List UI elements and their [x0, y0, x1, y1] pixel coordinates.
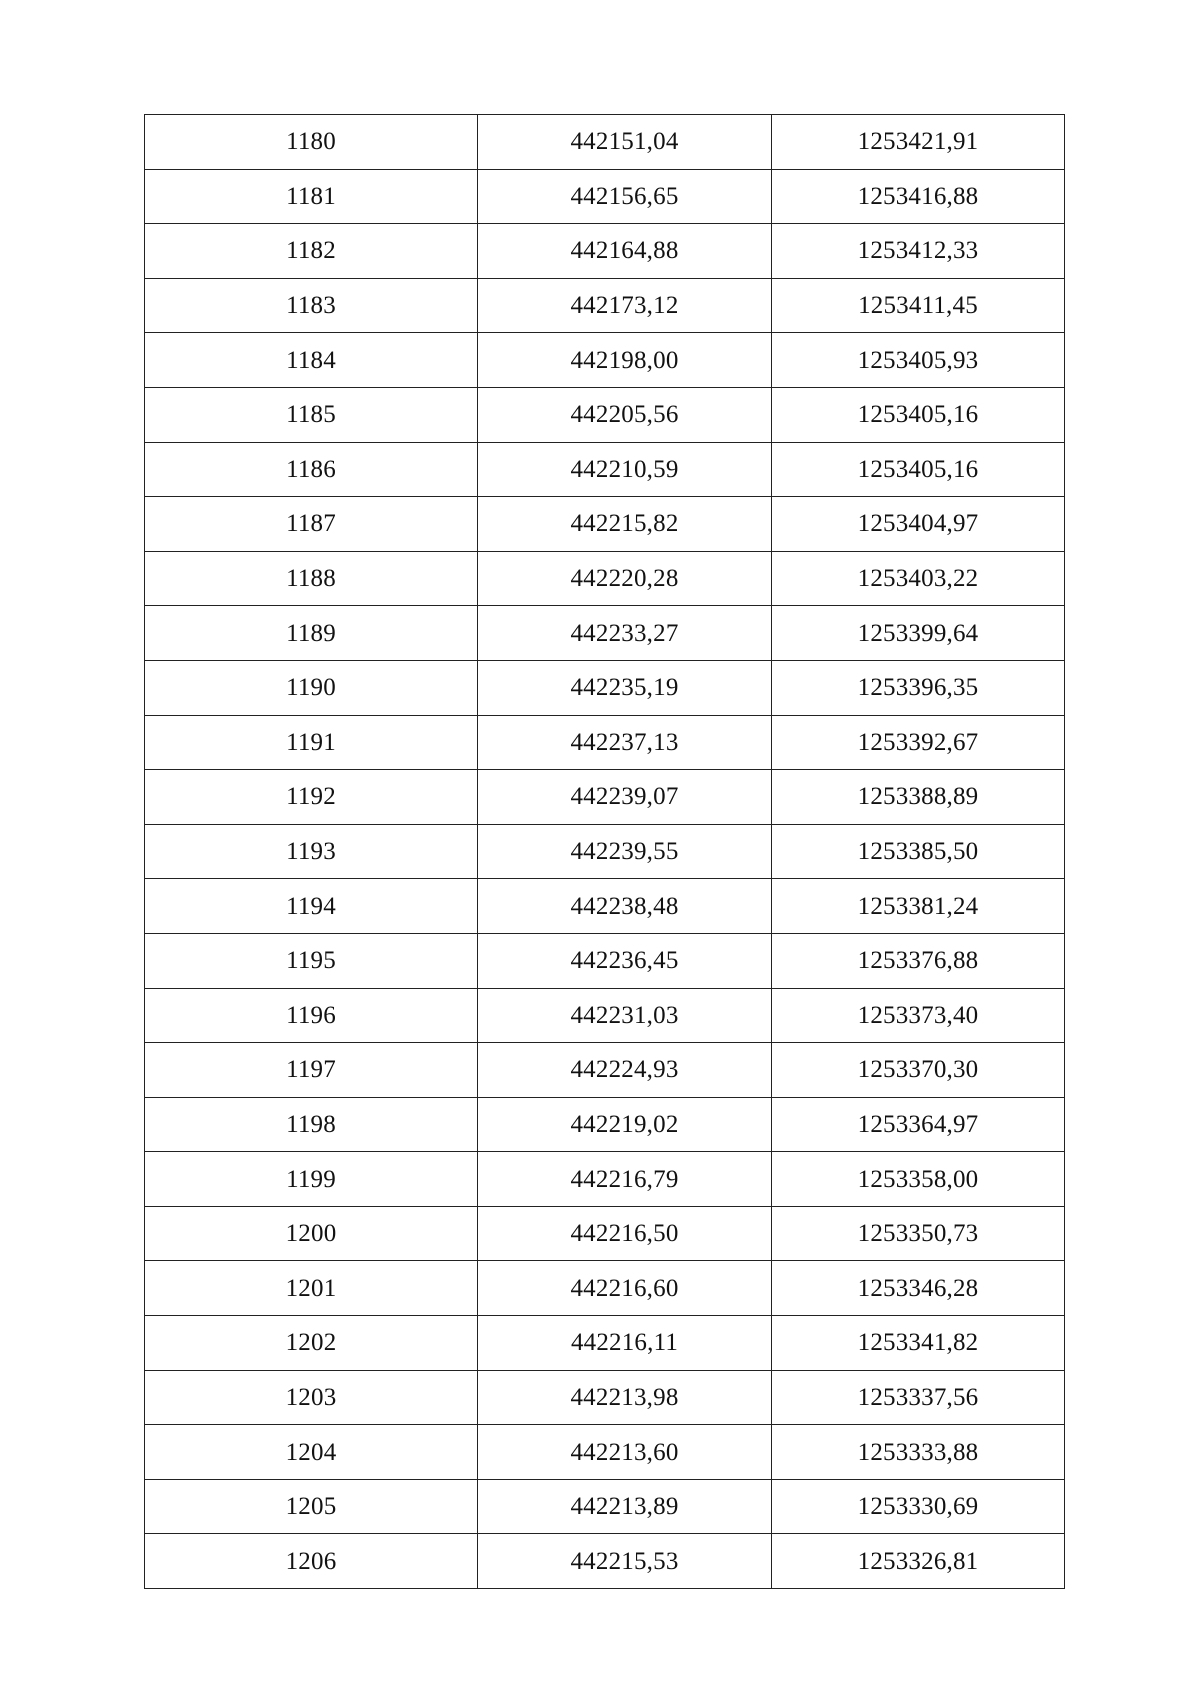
- x-coordinate-cell: 442213,89: [478, 1479, 772, 1534]
- point-number-cell: 1180: [145, 115, 478, 170]
- x-coordinate-cell: 442219,02: [478, 1097, 772, 1152]
- point-number-cell: 1190: [145, 660, 478, 715]
- point-number-cell: 1205: [145, 1479, 478, 1534]
- point-number-cell: 1201: [145, 1261, 478, 1316]
- table-row: [145, 715, 1065, 770]
- x-coordinate-cell: 442233,27: [478, 606, 772, 661]
- y-coordinate-cell: 1253330,69: [772, 1479, 1065, 1534]
- x-coordinate-cell: 442238,48: [478, 879, 772, 934]
- x-coordinate-cell: 442213,60: [478, 1425, 772, 1480]
- y-coordinate-cell: 1253341,82: [772, 1316, 1065, 1371]
- x-coordinate-cell: 442231,03: [478, 988, 772, 1043]
- point-number-cell: 1195: [145, 933, 478, 988]
- x-coordinate-cell: 442210,59: [478, 442, 772, 497]
- table-row: [145, 1043, 1065, 1098]
- y-coordinate-cell: 1253399,64: [772, 606, 1065, 661]
- x-coordinate-cell: 442235,19: [478, 660, 772, 715]
- x-coordinate-cell: 442216,60: [478, 1261, 772, 1316]
- y-coordinate-cell: 1253396,35: [772, 660, 1065, 715]
- table-row: [145, 933, 1065, 988]
- point-number-cell: 1183: [145, 278, 478, 333]
- x-coordinate-cell: 442237,13: [478, 715, 772, 770]
- table-row: [145, 115, 1065, 170]
- x-coordinate-cell: 442205,56: [478, 387, 772, 442]
- point-number-cell: 1199: [145, 1152, 478, 1207]
- table-row: [145, 387, 1065, 442]
- x-coordinate-cell: 442216,50: [478, 1206, 772, 1261]
- table-row: [145, 1479, 1065, 1534]
- table-row: [145, 606, 1065, 661]
- table-row: [145, 1206, 1065, 1261]
- x-coordinate-cell: 442198,00: [478, 333, 772, 388]
- y-coordinate-cell: 1253412,33: [772, 224, 1065, 279]
- y-coordinate-cell: 1253333,88: [772, 1425, 1065, 1480]
- y-coordinate-cell: 1253411,45: [772, 278, 1065, 333]
- point-number-cell: 1188: [145, 551, 478, 606]
- table-row: [145, 551, 1065, 606]
- y-coordinate-cell: 1253326,81: [772, 1534, 1065, 1589]
- point-number-cell: 1184: [145, 333, 478, 388]
- x-coordinate-cell: 442236,45: [478, 933, 772, 988]
- y-coordinate-cell: 1253404,97: [772, 497, 1065, 552]
- table-row: [145, 224, 1065, 279]
- coordinates-table-body: [145, 115, 1065, 1589]
- y-coordinate-cell: 1253370,30: [772, 1043, 1065, 1098]
- x-coordinate-cell: 442173,12: [478, 278, 772, 333]
- table-row: [145, 442, 1065, 497]
- point-number-cell: 1194: [145, 879, 478, 934]
- y-coordinate-cell: 1253392,67: [772, 715, 1065, 770]
- x-coordinate-cell: 442216,11: [478, 1316, 772, 1371]
- x-coordinate-cell: 442239,55: [478, 824, 772, 879]
- y-coordinate-cell: 1253416,88: [772, 169, 1065, 224]
- x-coordinate-cell: 442156,65: [478, 169, 772, 224]
- point-number-cell: 1203: [145, 1370, 478, 1425]
- point-number-cell: 1193: [145, 824, 478, 879]
- x-coordinate-cell: 442239,07: [478, 770, 772, 825]
- point-number-cell: 1182: [145, 224, 478, 279]
- table-row: [145, 1316, 1065, 1371]
- y-coordinate-cell: 1253381,24: [772, 879, 1065, 934]
- table-row: [145, 770, 1065, 825]
- x-coordinate-cell: 442164,88: [478, 224, 772, 279]
- table-row: [145, 824, 1065, 879]
- point-number-cell: 1206: [145, 1534, 478, 1589]
- table-row: [145, 1261, 1065, 1316]
- point-number-cell: 1189: [145, 606, 478, 661]
- point-number-cell: 1192: [145, 770, 478, 825]
- point-number-cell: 1200: [145, 1206, 478, 1261]
- x-coordinate-cell: 442213,98: [478, 1370, 772, 1425]
- point-number-cell: 1181: [145, 169, 478, 224]
- table-row: [145, 278, 1065, 333]
- y-coordinate-cell: 1253358,00: [772, 1152, 1065, 1207]
- x-coordinate-cell: 442224,93: [478, 1043, 772, 1098]
- table-row: [145, 660, 1065, 715]
- point-number-cell: 1186: [145, 442, 478, 497]
- y-coordinate-cell: 1253405,93: [772, 333, 1065, 388]
- point-number-cell: 1185: [145, 387, 478, 442]
- table-row: [145, 879, 1065, 934]
- y-coordinate-cell: 1253376,88: [772, 933, 1065, 988]
- x-coordinate-cell: 442151,04: [478, 115, 772, 170]
- point-number-cell: 1196: [145, 988, 478, 1043]
- x-coordinate-cell: 442215,82: [478, 497, 772, 552]
- point-number-cell: 1198: [145, 1097, 478, 1152]
- x-coordinate-cell: 442215,53: [478, 1534, 772, 1589]
- point-number-cell: 1197: [145, 1043, 478, 1098]
- table-row: [145, 1534, 1065, 1589]
- y-coordinate-cell: 1253403,22: [772, 551, 1065, 606]
- point-number-cell: 1204: [145, 1425, 478, 1480]
- y-coordinate-cell: 1253388,89: [772, 770, 1065, 825]
- y-coordinate-cell: 1253421,91: [772, 115, 1065, 170]
- coordinates-table: [144, 114, 1065, 1589]
- y-coordinate-cell: 1253364,97: [772, 1097, 1065, 1152]
- table-row: [145, 497, 1065, 552]
- y-coordinate-cell: 1253405,16: [772, 387, 1065, 442]
- y-coordinate-cell: 1253346,28: [772, 1261, 1065, 1316]
- y-coordinate-cell: 1253350,73: [772, 1206, 1065, 1261]
- y-coordinate-cell: 1253405,16: [772, 442, 1065, 497]
- table-row: [145, 1370, 1065, 1425]
- y-coordinate-cell: 1253373,40: [772, 988, 1065, 1043]
- x-coordinate-cell: 442220,28: [478, 551, 772, 606]
- table-row: [145, 988, 1065, 1043]
- point-number-cell: 1187: [145, 497, 478, 552]
- table-row: [145, 1152, 1065, 1207]
- y-coordinate-cell: 1253385,50: [772, 824, 1065, 879]
- point-number-cell: 1202: [145, 1316, 478, 1371]
- table-row: [145, 1425, 1065, 1480]
- table-row: [145, 333, 1065, 388]
- point-number-cell: 1191: [145, 715, 478, 770]
- y-coordinate-cell: 1253337,56: [772, 1370, 1065, 1425]
- table-row: [145, 1097, 1065, 1152]
- x-coordinate-cell: 442216,79: [478, 1152, 772, 1207]
- table-row: [145, 169, 1065, 224]
